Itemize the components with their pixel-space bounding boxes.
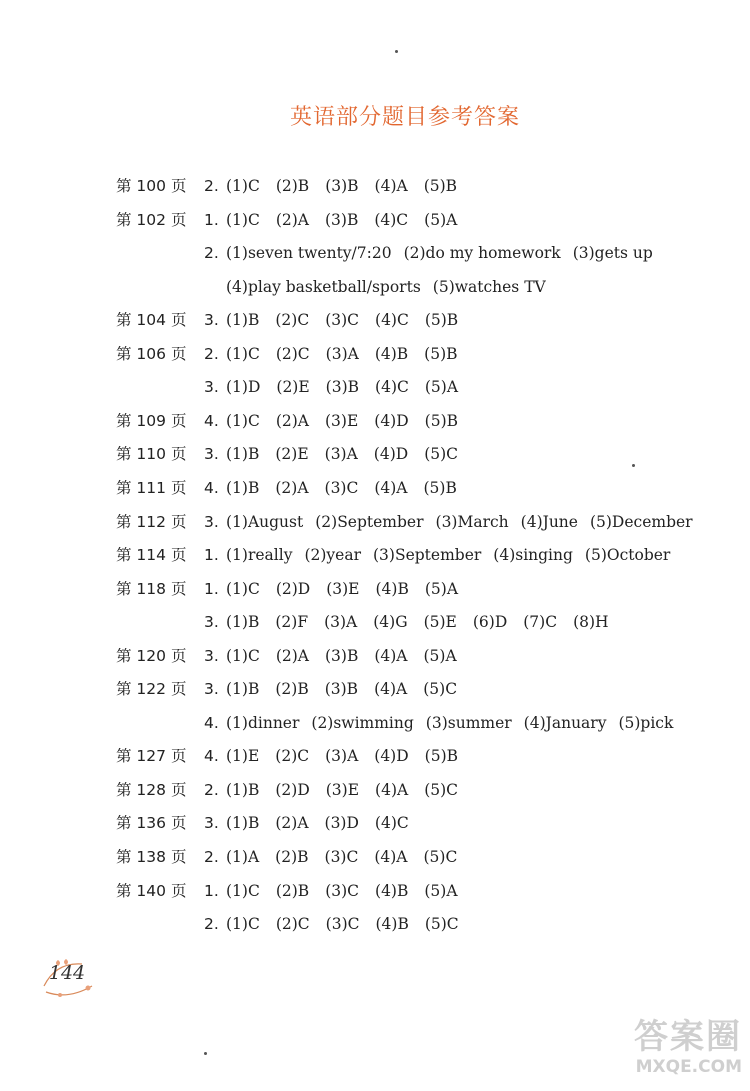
answer-item: (3)A: [324, 445, 358, 464]
question-number: 3.: [204, 646, 219, 665]
answers: [226, 808, 425, 838]
question-number: 2.: [204, 848, 219, 866]
page-reference: 第 100 页: [116, 177, 187, 195]
answer-item: (2)A: [275, 210, 309, 229]
question-number: 2.: [204, 244, 219, 263]
answer-item: (4)January: [523, 713, 607, 732]
answers: [226, 876, 474, 906]
answer-item: (1)C: [226, 177, 260, 195]
page-reference: 第 111 页: [116, 478, 187, 497]
answer-item: (4)play basketball/sports: [226, 277, 421, 296]
page-reference: 第 109 页: [116, 411, 187, 430]
answer-item: (2)A: [275, 478, 309, 497]
speck: [632, 464, 635, 467]
answer-item: (4)C: [375, 311, 409, 330]
answer-item: (2)year: [304, 546, 361, 565]
answer-item: (4)C: [374, 814, 409, 833]
answer-item: (5)December: [589, 512, 693, 531]
answer-item: (4)G: [373, 613, 408, 632]
page-reference: 第 138 页: [116, 848, 187, 866]
answers: [226, 238, 665, 268]
question-number: 4.: [204, 713, 219, 732]
answer-item: (1)August: [226, 512, 304, 531]
answer-item: (3)C: [325, 311, 360, 330]
question-number: 3.: [204, 311, 219, 330]
answer-item: (2)September: [315, 512, 424, 531]
page-number: 144: [48, 962, 86, 984]
page-reference: 第 106 页: [116, 344, 187, 363]
answer-item: (3)March: [435, 512, 509, 531]
answer-item: (3)B: [324, 646, 359, 665]
answer-item: (2)B: [275, 177, 310, 195]
answer-item: (5)A: [424, 881, 458, 900]
answer-item: (3)C: [324, 848, 359, 866]
answer-item: (4)B: [375, 579, 409, 598]
question-number: 4.: [204, 747, 219, 766]
answer-item: (8)H: [573, 613, 609, 632]
question-number: 1.: [204, 579, 219, 598]
answer-item: (5)B: [424, 311, 459, 330]
answer-item: (5)C: [424, 915, 459, 934]
answer-item: (4)A: [374, 848, 408, 866]
answers: [226, 641, 473, 671]
answer-item: (5)A: [423, 646, 457, 665]
answer-item: (5)pick: [618, 713, 674, 732]
watermark: [602, 1017, 742, 1087]
answer-item: (4)A: [374, 478, 408, 497]
answer-item: (4)D: [374, 411, 409, 430]
answer-item: (5)A: [424, 378, 459, 397]
speck: [204, 1052, 207, 1055]
answer-item: (3)E: [325, 780, 360, 799]
answers: [226, 775, 474, 805]
answer-item: (1)C: [226, 881, 260, 900]
answer-item: (5)B: [424, 344, 458, 363]
answer-item: (3)C: [324, 478, 359, 497]
answer-item: (2)C: [275, 915, 310, 934]
answer-item: (1)B: [226, 445, 260, 464]
answer-item: (1)really: [226, 546, 293, 565]
answer-item: (1)A: [226, 848, 260, 866]
answer-item: (4)singing: [493, 546, 573, 565]
answers: [226, 507, 705, 537]
answer-item: (2)swimming: [311, 713, 414, 732]
answer-item: (6)D: [472, 613, 508, 632]
answers: [226, 708, 685, 738]
answers: [226, 473, 473, 503]
answer-item: (5)C: [423, 680, 458, 699]
answer-item: (3)A: [325, 344, 359, 363]
answer-item: (5)B: [423, 478, 457, 497]
answer-item: (4)D: [374, 747, 409, 766]
answers: [226, 607, 625, 637]
page-reference: 第 102 页: [116, 210, 187, 229]
answer-item: (1)B: [226, 478, 260, 497]
answer-item: (5)E: [423, 613, 457, 632]
answer-item: (2)E: [275, 445, 309, 464]
watermark-logo: 答案圈: [634, 1017, 742, 1057]
question-number: 3.: [204, 445, 219, 464]
answers: [226, 339, 474, 369]
answer-item: (3)A: [325, 747, 359, 766]
answer-item: (3)C: [325, 915, 360, 934]
answer-item: (2)F: [275, 613, 309, 632]
answer-item: (1)B: [226, 680, 260, 699]
answers: [226, 574, 474, 604]
answer-item: (2)do my homework: [403, 244, 561, 263]
question-number: 2.: [204, 915, 219, 934]
page-number-badge: [38, 956, 96, 998]
page-reference: 第 114 页: [116, 546, 187, 565]
speck: [395, 50, 398, 53]
answer-item: (5)C: [424, 445, 459, 464]
question-number: 2.: [204, 780, 219, 799]
page-reference: 第 140 页: [116, 881, 187, 900]
answer-item: (2)B: [275, 848, 309, 866]
answers: [226, 540, 682, 570]
answer-item: (1)C: [226, 411, 260, 430]
page-title: 英语部分题目参考答案: [289, 105, 520, 130]
question-number: 3.: [204, 613, 219, 632]
answer-item: (4)C: [374, 210, 409, 229]
answer-item: (2)C: [275, 747, 310, 766]
answer-item: (1)D: [226, 378, 261, 397]
answer-item: (2)A: [275, 814, 309, 833]
answers: [226, 205, 473, 235]
page-reference: 第 104 页: [116, 311, 187, 330]
watermark-url: MXQE.COM: [635, 1057, 742, 1077]
answer-item: (1)dinner: [226, 713, 300, 732]
answer-item: (3)A: [324, 613, 358, 632]
answer-item: (1)C: [226, 344, 260, 363]
answer-item: (1)B: [226, 780, 260, 799]
answers: [226, 305, 474, 335]
answer-item: (3)E: [326, 579, 360, 598]
answer-item: (5)watches TV: [432, 277, 546, 296]
answer-item: (5)B: [424, 747, 459, 766]
question-number: 1.: [204, 546, 219, 565]
page-reference: 第 136 页: [116, 814, 187, 833]
answer-item: (1)C: [226, 579, 260, 598]
answer-item: (2)B: [275, 680, 309, 699]
answer-item: (4)A: [374, 646, 408, 665]
answer-item: (1)C: [226, 646, 260, 665]
page-reference: 第 118 页: [116, 579, 187, 598]
page-reference: 第 127 页: [116, 747, 187, 766]
answer-item: (2)D: [275, 579, 311, 598]
answer-item: (4)C: [375, 378, 409, 397]
answers: [226, 909, 475, 939]
answer-item: (1)seven twenty/7:20: [226, 244, 392, 263]
answer-item: (1)B: [226, 613, 260, 632]
answer-item: (1)C: [226, 915, 260, 934]
answers: [226, 842, 473, 872]
answer-item: (5)C: [423, 848, 458, 866]
answers: [226, 171, 473, 201]
answer-item: (2)E: [276, 378, 310, 397]
question-number: 1.: [204, 210, 219, 229]
question-number: 3.: [204, 378, 219, 397]
page-reference: 第 110 页: [116, 445, 187, 464]
question-number: 2.: [204, 177, 219, 195]
answer-item: (3)September: [373, 546, 482, 565]
answer-item: (5)October: [584, 546, 671, 565]
page-reference: 第 128 页: [116, 780, 187, 799]
answer-item: (1)C: [226, 210, 260, 229]
answer-item: (3)B: [324, 680, 359, 699]
question-number: 1.: [204, 881, 219, 900]
answer-item: (5)B: [424, 411, 459, 430]
question-number: 4.: [204, 478, 219, 497]
answer-item: (5)A: [424, 210, 458, 229]
question-number: 3.: [204, 512, 219, 531]
question-number: 4.: [204, 411, 219, 430]
answers: [226, 674, 473, 704]
answer-item: (3)summer: [425, 713, 512, 732]
answer-item: (3)B: [324, 210, 359, 229]
answer-item: (2)A: [275, 646, 309, 665]
answer-item: (3)E: [324, 411, 359, 430]
answer-item: (3)gets up: [572, 244, 653, 263]
page-reference: 第 122 页: [116, 680, 187, 699]
answer-item: (1)E: [226, 747, 260, 766]
answer-item: (5)B: [423, 177, 458, 195]
answer-item: (4)A: [375, 780, 409, 799]
answer-item: (4)B: [375, 915, 409, 934]
answer-item: (1)B: [226, 311, 260, 330]
answers: [226, 372, 474, 402]
answer-item: (5)A: [424, 579, 459, 598]
answer-item: (3)B: [325, 378, 360, 397]
answers: [226, 439, 474, 469]
answer-item: (7)C: [523, 613, 558, 632]
answer-item: (2)B: [275, 881, 310, 900]
answers: [226, 406, 474, 436]
answer-item: (2)D: [275, 780, 310, 799]
answer-item: (3)B: [325, 177, 359, 195]
answer-item: (4)D: [373, 445, 409, 464]
question-number: 3.: [204, 814, 219, 833]
answer-item: (2)A: [275, 411, 309, 430]
answer-item: (2)C: [275, 311, 310, 330]
answer-item: (4)B: [374, 344, 409, 363]
answer-item: (4)A: [374, 680, 408, 699]
answer-item: (1)B: [226, 814, 260, 833]
answer-item: (4)B: [375, 881, 409, 900]
answer-item: (2)C: [275, 344, 310, 363]
answers: [226, 272, 558, 302]
answer-item: (4)A: [374, 177, 408, 195]
question-number: 2.: [204, 344, 219, 363]
answers: [226, 741, 474, 771]
answer-item: (3)C: [325, 881, 360, 900]
question-number: 3.: [204, 680, 219, 699]
answer-item: (4)June: [520, 512, 578, 531]
answer-item: (3)D: [324, 814, 359, 833]
answer-item: (5)C: [424, 780, 459, 799]
page-reference: 第 112 页: [116, 512, 187, 531]
page-reference: 第 120 页: [116, 646, 187, 665]
